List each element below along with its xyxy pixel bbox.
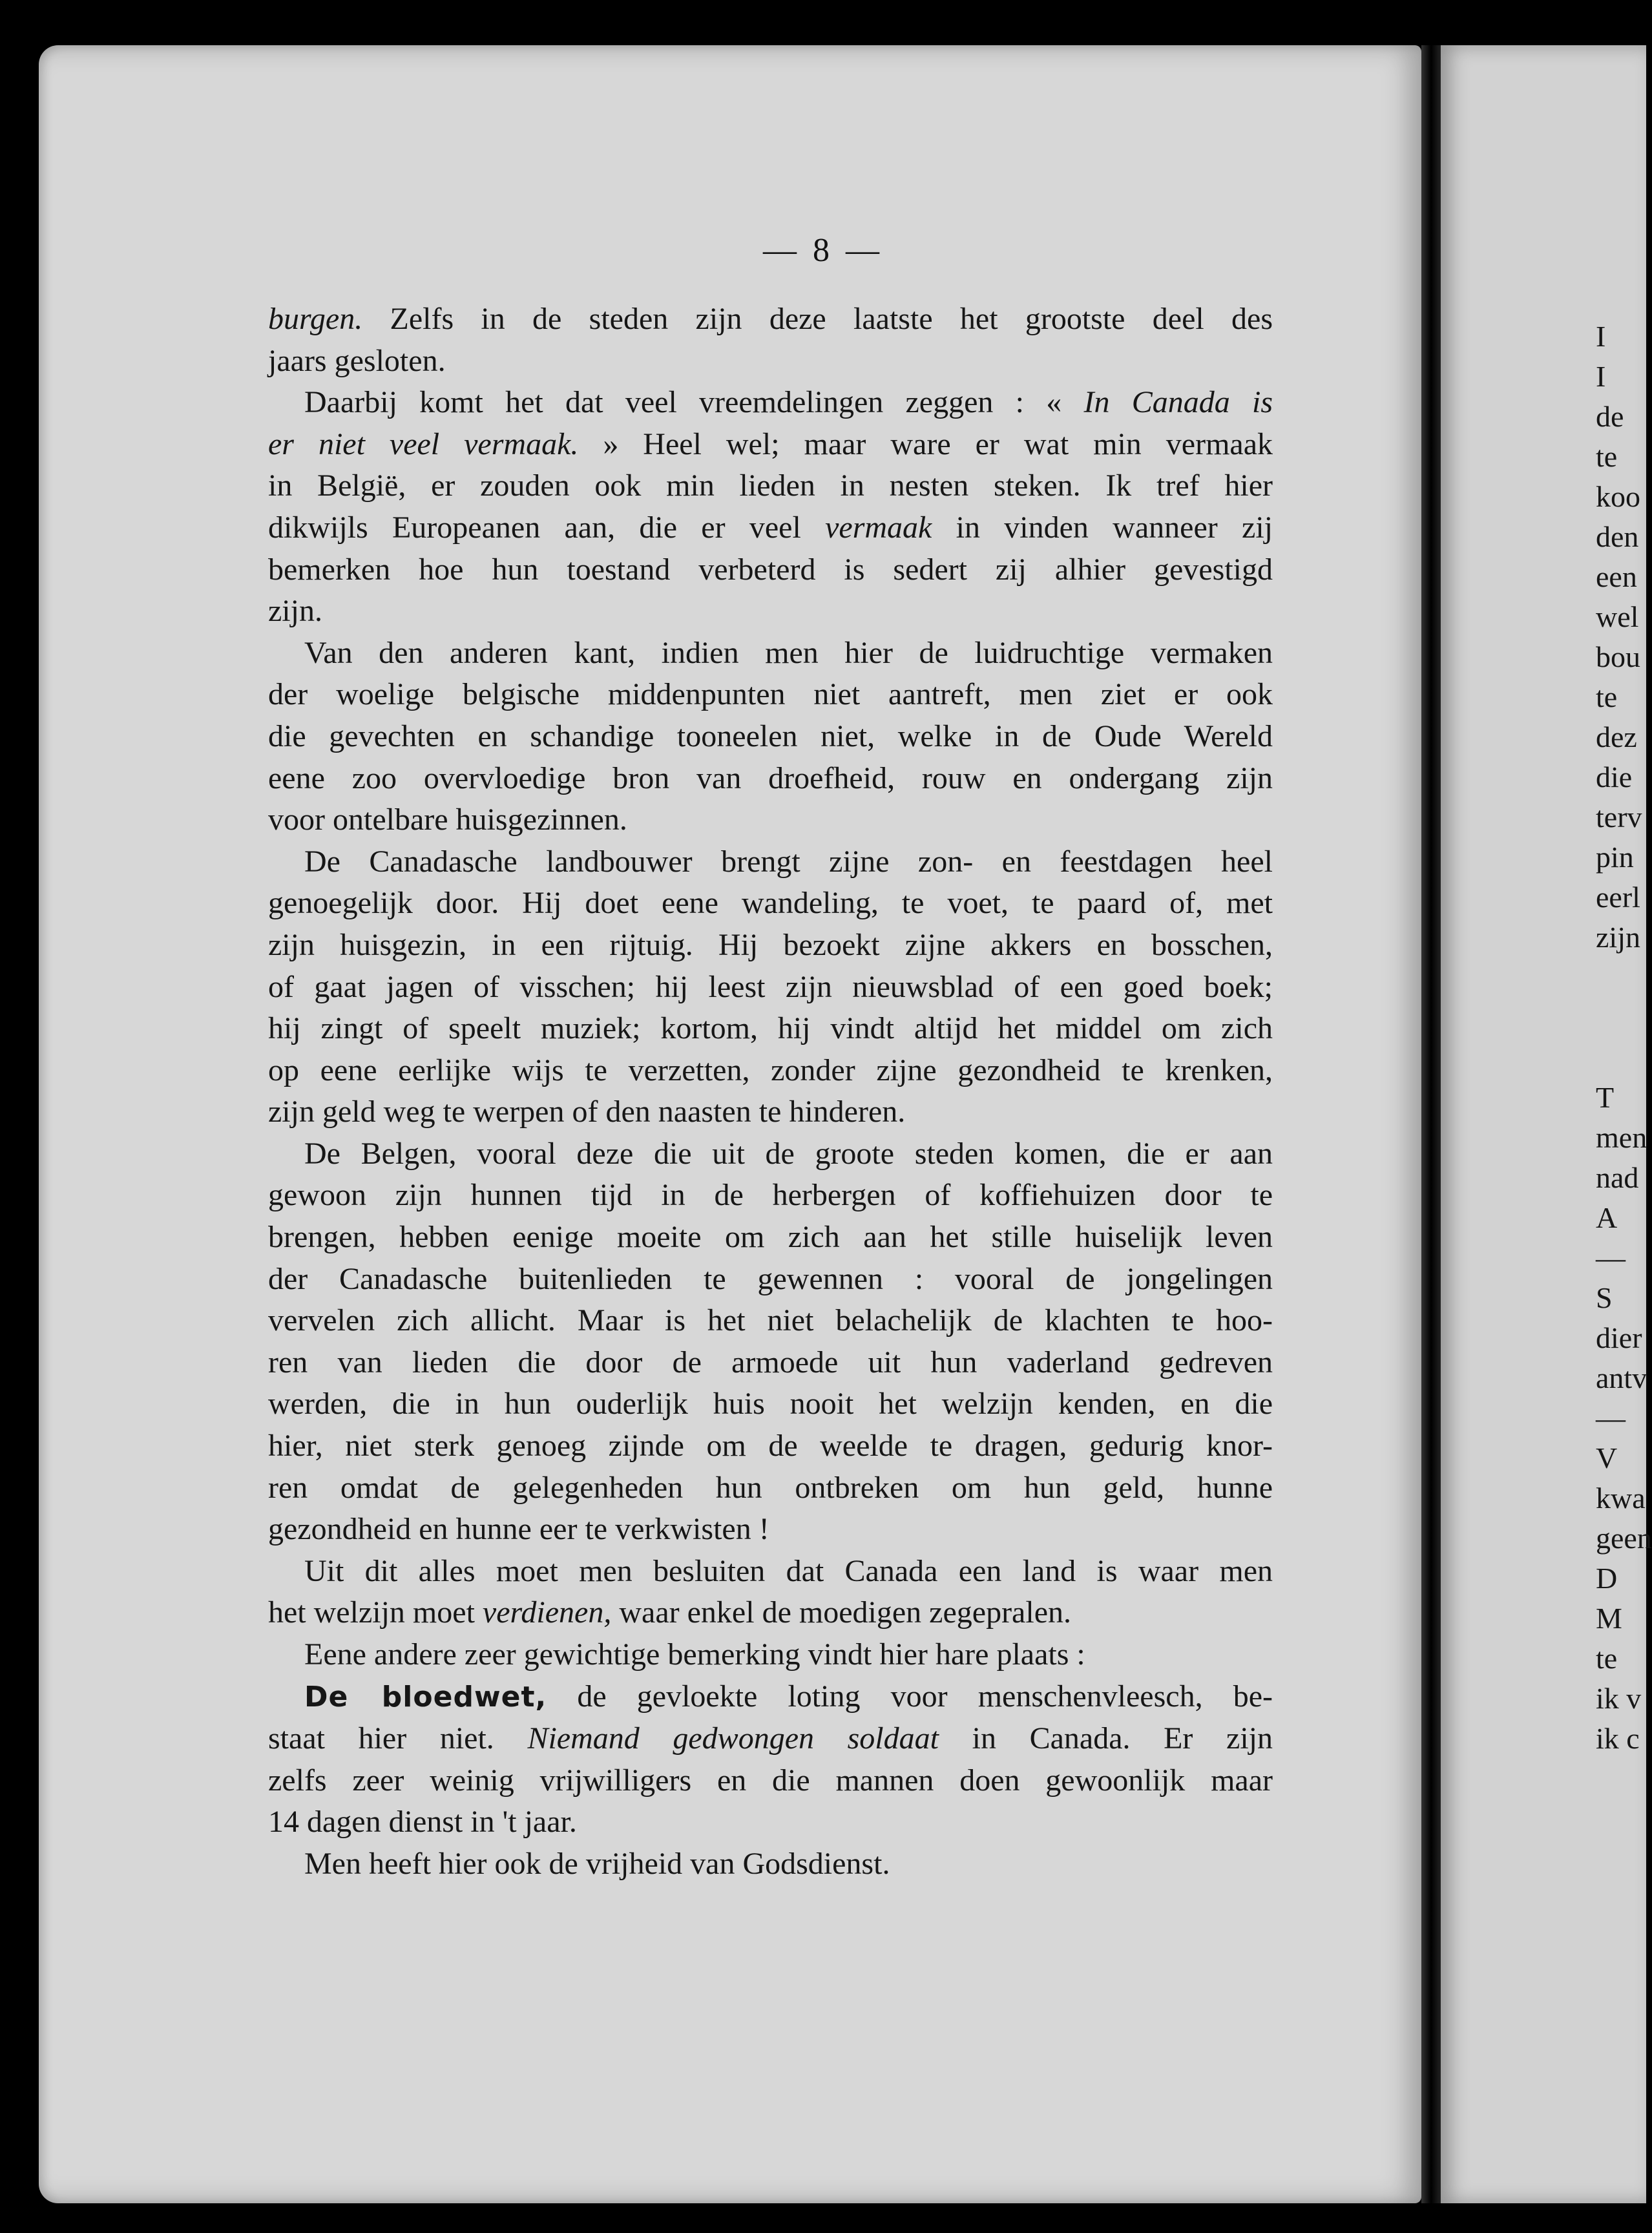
text-run: Eene andere zeer gewichtige bemerking vindt hier hare plaats : [304,1637,1085,1672]
text-run: De Belgen, vooral deze die uit de groote steden komen, die er aan [304,1136,1273,1171]
book-gutter [1421,45,1441,2203]
text-run: of gaat jagen of visschen; hij leest zijn nieuwsblad of een goed boek; [268,969,1273,1004]
text-line [268,549,1273,591]
text-run: Uit dit alles moet men besluiten dat Canada een land is waar men [304,1553,1273,1588]
text-line [268,674,1273,716]
text-line [268,841,1273,883]
paragraph [268,1634,1273,1676]
text-line [268,1300,1273,1342]
paragraph [268,1133,1273,1551]
text-line [268,1801,1273,1843]
right-page-fragment: dier [1596,1321,1642,1354]
text-line [268,1843,1273,1885]
right-page-fragment: nad [1596,1161,1639,1194]
text-line [268,591,1273,633]
text-run: Daarbij komt het dat veel vreemdelingen zeggen : « [304,385,1084,420]
right-page-fragment: zijn [1596,921,1640,954]
text-line [268,1676,1273,1719]
text-run: gewoon zijn hunnen tijd in de herbergen of koffiehuizen door te [268,1178,1273,1213]
text-line [268,1634,1273,1676]
text-run: hier, niet sterk genoeg zijnde om de weelde te dragen, gedurig knor- [268,1429,1273,1463]
text-run: 14 dagen dienst in 't jaar. [268,1805,577,1840]
right-page-fragment: I [1596,360,1606,393]
text-run: genoegelijk door. Hij doet eene wandeling, te voet, te paard of, met [268,886,1273,921]
text-run: der Canadasche buitenlieden te gewennen : vooral de jongelingen [268,1261,1273,1296]
right-page-fragment: T [1596,1081,1615,1114]
right-page-text-fragments [1596,317,1652,1759]
text-run: in België, er zouden ook min lieden in nesten steken. Ik tref hier [268,468,1273,503]
text-line [268,1718,1273,1760]
text-line [268,758,1273,800]
text-run: op eene eerlijke wijs te verzetten, zonder zijne gezondheid te krenken, [268,1053,1273,1087]
text-run: de gevloekte loting voor menschenvleesch, be- [547,1679,1273,1714]
italic-text: burgen. [268,302,363,336]
right-page-fragment: I [1596,320,1606,353]
right-page-fragment: S [1596,1281,1613,1314]
page-number: — 8 — [763,232,883,269]
text-run: hij zingt of speelt muziek; kortom, hij vindt altijd het middel om zich [268,1011,1273,1046]
text-run: ren omdat de gelegenheden hun ontbreken om hun geld, hunne [268,1470,1273,1505]
right-page-fragment: te [1596,440,1618,473]
right-page-fragment: V [1596,1441,1618,1474]
text-run: » Heel wel; maar ware er wat min vermaak [578,426,1273,461]
text-run: Men heeft hier ook de vrijheid van Godsdienst. [304,1846,890,1881]
italic-text: vermaak [825,510,932,545]
text-line [268,799,1273,841]
text-line [268,299,1273,341]
text-line [268,1008,1273,1050]
right-page-fragment: te [1596,1642,1618,1675]
text-run: in Canada. Er zijn [938,1721,1273,1756]
paragraph [268,1843,1273,1885]
text-run: eene zoo overvloedige bron van droefheid, rouw en ondergang zijn [268,760,1273,795]
text-run: vervelen zich allicht. Maar is het niet belachelijk de klachten te hoo- [268,1303,1273,1338]
right-page-fragment: koo [1596,480,1640,513]
right-page-fragment: pin [1596,841,1634,874]
right-page-fragment: kwa [1596,1482,1646,1515]
text-line [268,1133,1273,1175]
right-page-fragment: dez [1596,720,1637,753]
right-page-fragment: bou [1596,640,1640,673]
text-run: bemerken hoe hun toestand verbeterd is sedert zij alhier gevestigd [268,552,1273,587]
text-line [268,633,1273,675]
right-page-fragment: geen [1596,1522,1652,1555]
right-page-fragment: ik c [1596,1722,1640,1755]
right-page-fragment: men [1596,1121,1647,1154]
text-line [268,1342,1273,1384]
body-text [268,299,1273,1885]
right-page-fragment: — [1596,1401,1626,1434]
text-line [268,925,1273,967]
text-run: zijn. [268,594,322,629]
text-line [268,1509,1273,1551]
italic-text: Niemand gedwongen soldaat [527,1721,939,1756]
text-run: Zelfs in de steden zijn deze laatste het grootste deel des [362,302,1273,336]
text-line [268,967,1273,1009]
text-line [268,1217,1273,1259]
text-line [268,341,1273,383]
paragraph [268,633,1273,841]
right-page-fragment: ik v [1596,1682,1642,1715]
bold-heading-text: De bloedwet, [304,1680,547,1714]
text-line [268,1383,1273,1425]
text-run: der woelige belgische middenpunten niet aantreft, men ziet er ook [268,677,1273,712]
right-page-fragment: M [1596,1602,1622,1635]
right-page-fragment [1596,958,1652,998]
text-run: voor ontelbare huisgezinnen. [268,802,627,837]
text-line [268,1592,1273,1634]
right-page-fragment: een [1596,560,1637,593]
text-line [268,1050,1273,1092]
text-run: brengen, hebben eenige moeite om zich aan het stille huiselijk leven [268,1220,1273,1255]
right-page-fragment: A [1596,1201,1618,1234]
paragraph [268,1676,1273,1843]
text-line [268,1551,1273,1593]
text-line [268,1760,1273,1802]
text-line [268,1467,1273,1509]
paragraph [268,841,1273,1133]
paragraph [268,382,1273,633]
right-page-fragment: de [1596,400,1624,433]
italic-text: In Canada is [1083,385,1273,420]
text-line [268,716,1273,758]
text-line [268,1175,1273,1217]
paragraph [268,299,1273,382]
text-run: staat hier niet. [268,1721,528,1756]
text-line [268,883,1273,925]
right-page-fragment: wel [1596,600,1639,633]
right-page-fragment [1596,1038,1652,1078]
text-run: het welzijn moet [268,1595,483,1630]
right-page-fragment: eerl [1596,881,1640,914]
text-line [268,1091,1273,1133]
right-page-fragment [1596,998,1652,1038]
text-run: zelfs zeer weinig vrijwilligers en die mannen doen gewoonlijk maar [268,1763,1273,1798]
right-page-fragment: terv [1596,801,1642,833]
text-run: in vinden wanneer zij [932,510,1273,545]
italic-text: er niet veel vermaak. [268,426,579,461]
right-page-fragment: die [1596,760,1633,793]
italic-text: verdienen, [482,1595,612,1630]
right-page-fragment: den [1596,520,1639,553]
right-page-fragment: antv [1596,1361,1647,1394]
paragraph [268,1551,1273,1634]
text-run: waar enkel de moedigen zegepralen. [611,1595,1071,1630]
text-run: die gevechten en schandige tooneelen niet, welke in de Oude Wereld [268,718,1273,753]
text-line [268,1425,1273,1467]
text-run: gezondheid en hunne eer te verkwisten ! [268,1512,769,1547]
text-run: zijn geld weg te werpen of den naasten te hinderen. [268,1095,906,1129]
text-line [268,465,1273,507]
text-run: ren van lieden die door de armoede uit hun vaderland gedreven [268,1345,1273,1379]
text-run: De Canadasche landbouwer brengt zijne zon- en feestdagen heel [304,844,1273,879]
text-run: jaars gesloten. [268,343,446,378]
text-run: zijn huisgezin, in een rijtuig. Hij bezoekt zijne akkers en bosschen, [268,927,1273,962]
text-run: Van den anderen kant, indien men hier de luidruchtige vermaken [304,635,1273,670]
text-run: werden, die in hun ouderlijk huis nooit het welzijn kenden, en die [268,1387,1273,1421]
right-page-fragment: — [1596,1241,1626,1274]
text-line [268,424,1273,466]
text-line [268,1259,1273,1301]
text-run: dikwijls Europeanen aan, die er veel [268,510,826,545]
right-page-fragment: D [1596,1562,1618,1595]
text-line [268,507,1273,549]
right-page-fragment: te [1596,680,1618,713]
text-line [268,382,1273,424]
